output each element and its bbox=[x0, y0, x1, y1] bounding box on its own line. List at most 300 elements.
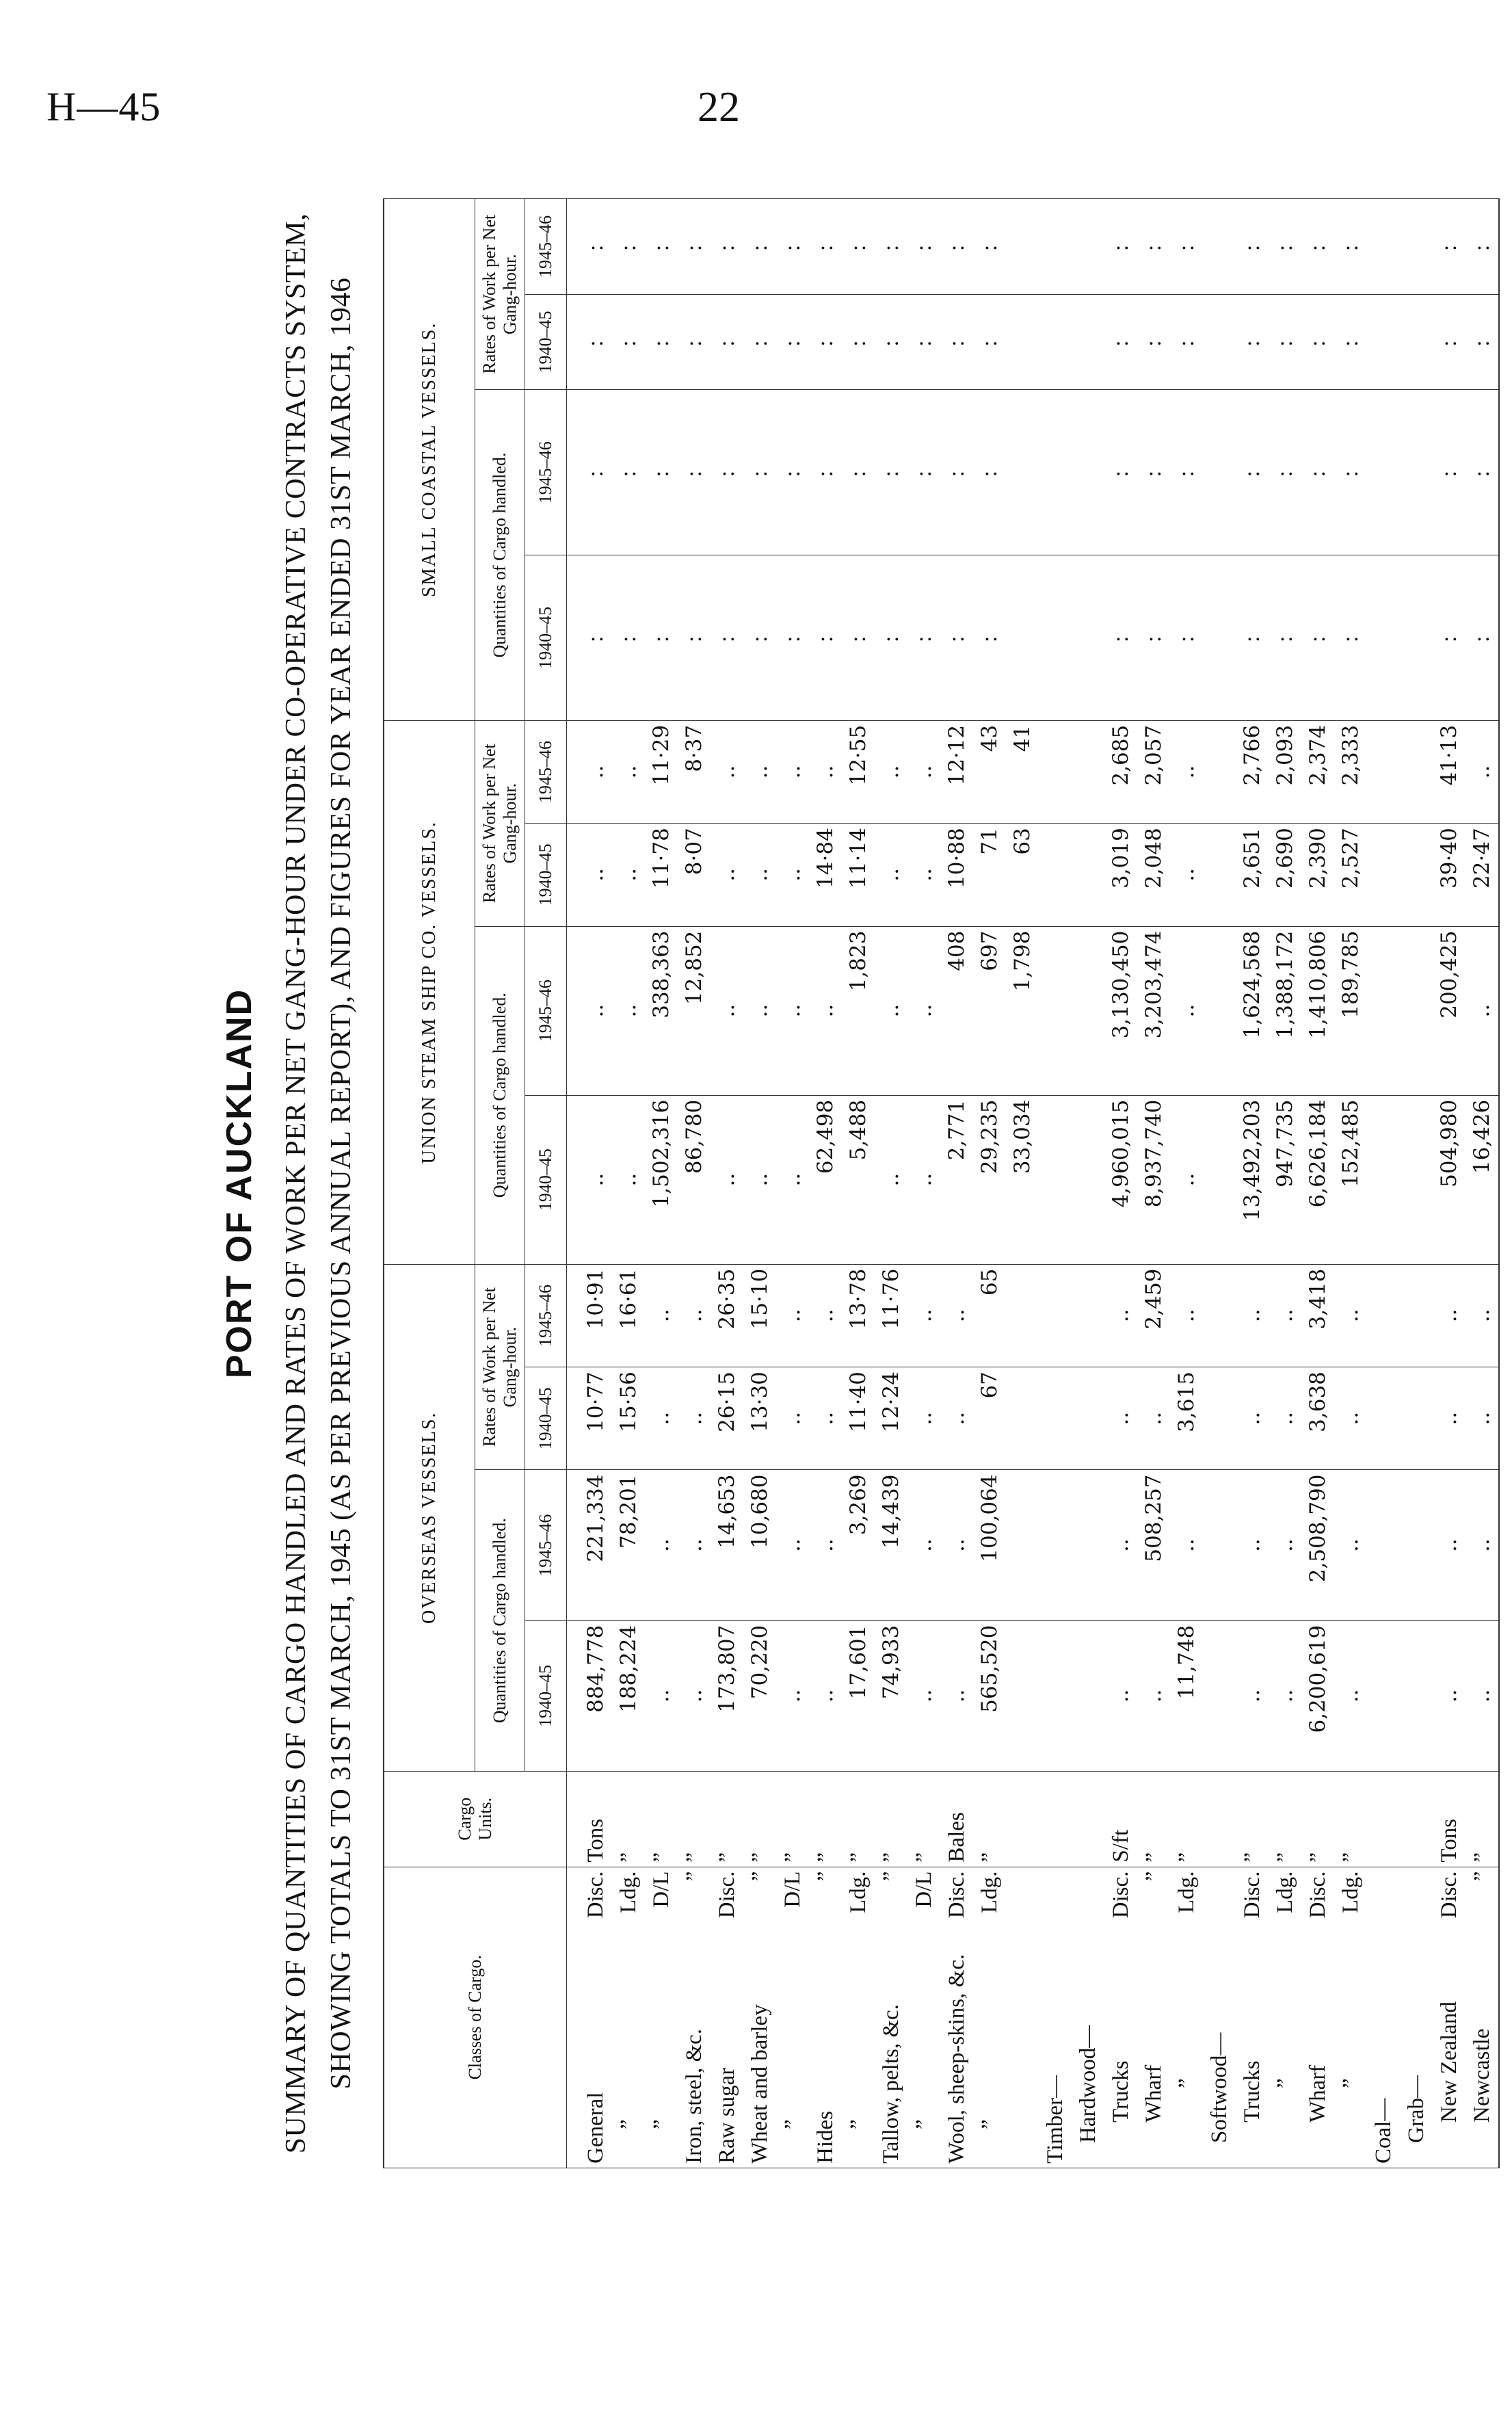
small-coastal-cell: : bbox=[1269, 294, 1301, 390]
table-row bbox=[1433, 199, 1465, 2168]
union-rate-cell: .. bbox=[907, 824, 940, 926]
small-coastal-cell bbox=[1072, 199, 1104, 295]
year-header: 1945–46 bbox=[525, 390, 567, 555]
small-coastal-cell: : bbox=[1137, 555, 1170, 721]
union-rate-cell: 71 bbox=[973, 824, 1006, 926]
cargo-unit: ” bbox=[678, 1771, 711, 1867]
small-coastal-cell: : bbox=[711, 555, 743, 721]
small-coastal-cell: : bbox=[809, 294, 842, 390]
overseas-quantity-cell: .. bbox=[907, 1470, 940, 1620]
overseas-rate-cell: .. bbox=[645, 1264, 678, 1367]
overseas-rate-cell: .. bbox=[1433, 1264, 1465, 1367]
small-coastal-cell: : bbox=[612, 390, 645, 555]
cargo-unit: Bales bbox=[940, 1771, 973, 1867]
operation: D/L bbox=[912, 1871, 936, 1908]
overseas-quantity-cell: 17,601 bbox=[842, 1620, 875, 1771]
cargo-unit bbox=[1400, 1771, 1433, 1867]
small-coastal-cell: : bbox=[1269, 199, 1301, 295]
overseas-rate-cell: .. bbox=[1433, 1367, 1465, 1470]
union-quantity-cell: 12,852 bbox=[678, 926, 711, 1095]
union-quantity-cell: 408 bbox=[940, 926, 973, 1095]
union-quantity-cell: .. bbox=[612, 926, 645, 1095]
small-coastal-cell bbox=[1400, 390, 1433, 555]
class-cell bbox=[1301, 1867, 1334, 2168]
small-coastal-cell: : bbox=[1269, 555, 1301, 721]
cargo-unit: ” bbox=[776, 1771, 809, 1867]
overseas-rate-cell: .. bbox=[907, 1264, 940, 1367]
overseas-rate-cell: 10·91 bbox=[567, 1264, 613, 1367]
summary-line-2: SHOWING TOTALS TO 31ST MARCH, 1945 (AS PER PREVIOUS ANNUAL REPORT), AND FIGURES FOR YEAR ENDED 31ST MARCH, 1946 bbox=[326, 277, 357, 2090]
overseas-rate-cell bbox=[1203, 1264, 1236, 1367]
overseas-quantity-cell: .. bbox=[940, 1470, 973, 1620]
cargo-unit bbox=[1039, 1771, 1072, 1867]
overseas-rate-cell: .. bbox=[1269, 1264, 1301, 1367]
union-rate-cell: .. bbox=[567, 824, 613, 926]
table-row bbox=[1203, 199, 1236, 2168]
union-quantity-cell bbox=[1039, 1095, 1072, 1264]
union-quantity-cell bbox=[1367, 1095, 1400, 1264]
overseas-quantity-cell: 70,220 bbox=[743, 1620, 776, 1771]
union-quantity-cell: .. bbox=[907, 1095, 940, 1264]
class-cell bbox=[940, 1867, 973, 2168]
overseas-rate-cell bbox=[1006, 1367, 1039, 1470]
class-cell bbox=[1203, 1867, 1236, 2168]
small-coastal-cell: : bbox=[1433, 294, 1465, 390]
overseas-quantity-cell bbox=[1006, 1470, 1039, 1620]
overseas-rate-cell: .. bbox=[1269, 1367, 1301, 1470]
class-cell bbox=[1137, 1867, 1170, 2168]
cargo-class: Newcastle bbox=[1470, 2028, 1494, 2123]
class-cell bbox=[1072, 1867, 1104, 2168]
table-row bbox=[567, 199, 613, 2168]
overseas-rate-cell: 16·61 bbox=[612, 1264, 645, 1367]
operation: ” bbox=[747, 1871, 772, 1882]
class-cell bbox=[1269, 1867, 1301, 2168]
small-coastal-cell: : bbox=[567, 555, 613, 721]
union-quantity-cell bbox=[1400, 1095, 1433, 1264]
cargo-class: Grab— bbox=[1404, 2075, 1429, 2143]
overseas-rate-cell: 11·40 bbox=[842, 1367, 875, 1470]
class-cell bbox=[842, 1867, 875, 2168]
union-rate-cell: 2,048 bbox=[1137, 824, 1170, 926]
overseas-quantity-cell: .. bbox=[1137, 1620, 1170, 1771]
cargo-class: ” bbox=[780, 2119, 805, 2129]
small-coastal-cell: : bbox=[973, 294, 1006, 390]
union-rate-cell: 2,333 bbox=[1334, 720, 1367, 823]
table-row bbox=[1269, 199, 1301, 2168]
union-quantity-cell: 8,937,740 bbox=[1137, 1095, 1170, 1264]
class-cell bbox=[678, 1867, 711, 2168]
table-row bbox=[973, 199, 1006, 2168]
small-coastal-cell: : bbox=[1137, 294, 1170, 390]
small-coastal-cell: : bbox=[776, 390, 809, 555]
small-coastal-cell: : bbox=[1137, 390, 1170, 555]
union-quantity-cell: 6,626,184 bbox=[1301, 1095, 1334, 1264]
operation: ” bbox=[682, 1871, 706, 1882]
overseas-quantity-cell: 14,439 bbox=[875, 1470, 907, 1620]
overseas-rate-cell: 26·15 bbox=[711, 1367, 743, 1470]
small-coastal-cell: : bbox=[612, 199, 645, 295]
year-header: 1940–45 bbox=[525, 1620, 567, 1771]
small-coastal-cell: : bbox=[940, 294, 973, 390]
cargo-unit: Tons bbox=[567, 1771, 613, 1867]
union-rate-cell: 43 bbox=[973, 720, 1006, 823]
union-quantity-cell: .. bbox=[743, 926, 776, 1095]
overseas-quantity-cell: 6,200,619 bbox=[1301, 1620, 1334, 1771]
rotated-sheet bbox=[178, 178, 1498, 2189]
overseas-rate-cell bbox=[1039, 1367, 1072, 1470]
cargo-unit: ” bbox=[973, 1771, 1006, 1867]
table-row bbox=[875, 199, 907, 2168]
overseas-quantity-cell bbox=[1367, 1620, 1400, 1771]
small-coastal-cell: : bbox=[1104, 294, 1137, 390]
table-row bbox=[1104, 199, 1137, 2168]
overseas-quantity-cell bbox=[1400, 1620, 1433, 1771]
table-row bbox=[1170, 199, 1203, 2168]
overseas-quantity-cell: .. bbox=[1236, 1620, 1269, 1771]
overseas-quantity-cell: 74,933 bbox=[875, 1620, 907, 1771]
union-rate-cell: 12·12 bbox=[940, 720, 973, 823]
union-quantity-cell: .. bbox=[711, 926, 743, 1095]
small-coastal-cell: : bbox=[809, 555, 842, 721]
overseas-quantity-cell: 884,778 bbox=[567, 1620, 613, 1771]
small-coastal-cell bbox=[1072, 294, 1104, 390]
overseas-quantity-cell: 3,269 bbox=[842, 1470, 875, 1620]
small-coastal-cell: : bbox=[1104, 555, 1137, 721]
union-quantity-cell: 3,130,450 bbox=[1104, 926, 1137, 1095]
small-coastal-cell: : bbox=[711, 294, 743, 390]
table-row bbox=[842, 199, 875, 2168]
union-quantity-cell: 4,960,015 bbox=[1104, 1095, 1137, 1264]
cargo-class: Wharf bbox=[1141, 2064, 1166, 2123]
union-rate-cell: .. bbox=[776, 824, 809, 926]
quantities-header: Quantities of Cargo handled. bbox=[475, 390, 525, 720]
table-body bbox=[567, 199, 1500, 2168]
cargo-class: ” bbox=[846, 2119, 871, 2129]
cargo-unit: ” bbox=[1137, 1771, 1170, 1867]
overseas-rate-cell: .. bbox=[776, 1367, 809, 1470]
overseas-rate-cell: 67 bbox=[973, 1367, 1006, 1470]
union-quantity-cell: 62,498 bbox=[809, 1095, 842, 1264]
small-coastal-cell: : bbox=[567, 199, 613, 295]
union-rate-cell: 2,527 bbox=[1334, 824, 1367, 926]
small-coastal-cell bbox=[1006, 294, 1039, 390]
classes-of-cargo-header: Classes of Cargo. bbox=[384, 1867, 567, 2168]
year-header: 1940–45 bbox=[525, 1095, 567, 1264]
cargo-class: ” bbox=[1273, 2078, 1297, 2088]
class-cell bbox=[612, 1867, 645, 2168]
small-coastal-cell bbox=[1367, 555, 1400, 721]
summary-line-1: SUMMARY OF QUANTITIES OF CARGO HANDLED AND RATES OF WORK PER NET GANG-HOUR UNDER CO-OPERATIVE CONTRACTS SYSTEM, bbox=[280, 213, 312, 2154]
overseas-rate-cell: 15·10 bbox=[743, 1264, 776, 1367]
union-quantity-cell: 1,624,568 bbox=[1236, 926, 1269, 1095]
overseas-rate-cell bbox=[1203, 1367, 1236, 1470]
union-quantity-cell bbox=[1367, 926, 1400, 1095]
overseas-rate-cell: .. bbox=[678, 1367, 711, 1470]
union-rate-cell: .. bbox=[612, 720, 645, 823]
overseas-quantity-cell: .. bbox=[1104, 1620, 1137, 1771]
table-row bbox=[1400, 199, 1433, 2168]
overseas-quantity-cell: 100,064 bbox=[973, 1470, 1006, 1620]
small-coastal-cell: : bbox=[612, 555, 645, 721]
overseas-rate-cell: 15·56 bbox=[612, 1367, 645, 1470]
overseas-rate-cell: 13·30 bbox=[743, 1367, 776, 1470]
overseas-rate-cell: .. bbox=[1170, 1264, 1203, 1367]
overseas-quantity-cell: 10,680 bbox=[743, 1470, 776, 1620]
page-number: 22 bbox=[698, 84, 740, 131]
union-rate-cell bbox=[1203, 824, 1236, 926]
union-quantity-cell: 189,785 bbox=[1334, 926, 1367, 1095]
operation: Ldg. bbox=[977, 1871, 1002, 1913]
small-coastal-cell: : bbox=[842, 199, 875, 295]
operation: ” bbox=[1141, 1871, 1166, 1882]
union-rate-cell: 14·84 bbox=[809, 824, 842, 926]
small-coastal-cell: : bbox=[1170, 294, 1203, 390]
year-header: 1940–45 bbox=[525, 294, 567, 390]
overseas-rate-cell: 2,459 bbox=[1137, 1264, 1170, 1367]
overseas-rate-cell: .. bbox=[809, 1264, 842, 1367]
union-quantity-cell bbox=[1039, 926, 1072, 1095]
small-coastal-cell: : bbox=[1269, 390, 1301, 555]
small-coastal-cell: : bbox=[875, 555, 907, 721]
year-header: 1945–46 bbox=[525, 1470, 567, 1620]
cargo-class: ” bbox=[1174, 2078, 1199, 2088]
cargo-class: Timber— bbox=[1043, 2075, 1067, 2164]
union-quantity-cell: 13,492,203 bbox=[1236, 1095, 1269, 1264]
small-coastal-cell: : bbox=[1334, 390, 1367, 555]
union-rate-cell bbox=[1072, 824, 1104, 926]
union-rate-cell: 41·13 bbox=[1433, 720, 1465, 823]
overseas-rate-cell bbox=[1072, 1264, 1104, 1367]
overseas-rate-cell: .. bbox=[1104, 1264, 1137, 1367]
small-coastal-cell bbox=[1203, 294, 1236, 390]
overseas-rate-cell: .. bbox=[645, 1367, 678, 1470]
union-quantity-cell: .. bbox=[809, 926, 842, 1095]
union-rate-cell: .. bbox=[612, 824, 645, 926]
union-rate-cell: .. bbox=[875, 824, 907, 926]
small-coastal-cell bbox=[1072, 555, 1104, 721]
year-header: 1945–46 bbox=[525, 199, 567, 295]
small-coastal-cell: : bbox=[973, 199, 1006, 295]
union-rate-cell: .. bbox=[1465, 720, 1499, 823]
cargo-unit bbox=[1006, 1771, 1039, 1867]
table-row bbox=[776, 199, 809, 2168]
overseas-vessels-header: OVERSEAS VESSELS. bbox=[384, 1264, 475, 1771]
year-header: 1940–45 bbox=[525, 555, 567, 721]
union-rate-cell bbox=[1039, 720, 1072, 823]
small-coastal-cell: : bbox=[1170, 199, 1203, 295]
cargo-unit: S/ft bbox=[1104, 1771, 1137, 1867]
small-coastal-cell: : bbox=[940, 390, 973, 555]
small-coastal-cell bbox=[1367, 390, 1400, 555]
cargo-class: Wool, sheep-skins, &c. bbox=[944, 1954, 969, 2164]
cargo-units-header: Cargo Units. bbox=[384, 1771, 567, 1867]
overseas-quantity-cell: 14,653 bbox=[711, 1470, 743, 1620]
union-quantity-cell: 29,235 bbox=[973, 1095, 1006, 1264]
overseas-quantity-cell bbox=[1367, 1470, 1400, 1620]
union-rate-cell: 3,019 bbox=[1104, 824, 1137, 926]
union-quantity-cell: 338,363 bbox=[645, 926, 678, 1095]
overseas-quantity-cell: .. bbox=[1269, 1620, 1301, 1771]
union-rate-cell bbox=[1367, 824, 1400, 926]
overseas-quantity-cell: .. bbox=[1334, 1620, 1367, 1771]
small-coastal-cell bbox=[1072, 390, 1104, 555]
small-coastal-cell: : bbox=[809, 199, 842, 295]
cargo-unit: ” bbox=[1334, 1771, 1367, 1867]
table-row bbox=[1072, 199, 1104, 2168]
overseas-quantity-cell: .. bbox=[776, 1620, 809, 1771]
table-row bbox=[1334, 199, 1367, 2168]
overseas-quantity-cell: .. bbox=[1433, 1470, 1465, 1620]
overseas-rate-cell: 3,615 bbox=[1170, 1367, 1203, 1470]
small-coastal-cell: : bbox=[1465, 294, 1499, 390]
overseas-quantity-cell: 78,201 bbox=[612, 1470, 645, 1620]
cargo-class: ” bbox=[912, 2119, 936, 2129]
cargo-class: Wharf bbox=[1305, 2064, 1330, 2123]
class-cell bbox=[776, 1867, 809, 2168]
union-quantity-cell: .. bbox=[875, 1095, 907, 1264]
small-coastal-cell: : bbox=[678, 294, 711, 390]
overseas-rate-cell: .. bbox=[1236, 1367, 1269, 1470]
small-coastal-cell: : bbox=[645, 294, 678, 390]
class-cell bbox=[1170, 1867, 1203, 2168]
year-header: 1945–46 bbox=[525, 926, 567, 1095]
overseas-rate-cell: .. bbox=[809, 1367, 842, 1470]
small-coastal-cell: : bbox=[1170, 390, 1203, 555]
overseas-rate-cell bbox=[1400, 1264, 1433, 1367]
cargo-class: ” bbox=[977, 2119, 1002, 2129]
small-coastal-cell: : bbox=[678, 555, 711, 721]
small-coastal-cell: : bbox=[973, 390, 1006, 555]
union-quantity-cell: 1,410,806 bbox=[1301, 926, 1334, 1095]
small-coastal-cell: : bbox=[875, 199, 907, 295]
small-coastal-cell: : bbox=[940, 555, 973, 721]
cargo-unit: ” bbox=[612, 1771, 645, 1867]
overseas-rate-cell: .. bbox=[940, 1264, 973, 1367]
small-coastal-cell: : bbox=[875, 294, 907, 390]
small-coastal-cell: : bbox=[1301, 555, 1334, 721]
cargo-unit: ” bbox=[1236, 1771, 1269, 1867]
union-quantity-cell: .. bbox=[907, 926, 940, 1095]
overseas-quantity-cell: 508,257 bbox=[1137, 1470, 1170, 1620]
overseas-quantity-cell: 11,748 bbox=[1170, 1620, 1203, 1771]
small-coastal-cell: : bbox=[1465, 390, 1499, 555]
union-rate-cell: 11·78 bbox=[645, 824, 678, 926]
overseas-quantity-cell: .. bbox=[645, 1470, 678, 1620]
overseas-rate-cell: 10·77 bbox=[567, 1367, 613, 1470]
overseas-quantity-cell bbox=[1006, 1620, 1039, 1771]
overseas-rate-cell: .. bbox=[1334, 1367, 1367, 1470]
operation: Ldg. bbox=[1174, 1871, 1199, 1913]
overseas-rate-cell: .. bbox=[907, 1367, 940, 1470]
small-coastal-cell: : bbox=[1236, 199, 1269, 295]
cargo-unit: ” bbox=[645, 1771, 678, 1867]
class-cell bbox=[743, 1867, 776, 2168]
small-coastal-cell: : bbox=[567, 390, 613, 555]
class-cell bbox=[645, 1867, 678, 2168]
small-coastal-cell: : bbox=[711, 199, 743, 295]
small-coastal-cell bbox=[1203, 199, 1236, 295]
small-coastal-cell: : bbox=[645, 555, 678, 721]
union-rate-cell: 2,651 bbox=[1236, 824, 1269, 926]
overseas-quantity-cell: 173,807 bbox=[711, 1620, 743, 1771]
class-cell bbox=[907, 1867, 940, 2168]
union-quantity-cell: .. bbox=[776, 1095, 809, 1264]
overseas-rate-cell: .. bbox=[1334, 1264, 1367, 1367]
overseas-quantity-cell: .. bbox=[1334, 1470, 1367, 1620]
quantities-header: Quantities of Cargo handled. bbox=[475, 1470, 525, 1771]
small-coastal-cell: : bbox=[1236, 390, 1269, 555]
cargo-table bbox=[383, 198, 1500, 2168]
small-coastal-cell: : bbox=[907, 555, 940, 721]
table-row bbox=[1465, 199, 1499, 2168]
table-row bbox=[711, 199, 743, 2168]
overseas-rate-cell bbox=[1367, 1264, 1400, 1367]
overseas-rate-cell: 3,638 bbox=[1301, 1367, 1334, 1470]
overseas-quantity-cell: .. bbox=[940, 1620, 973, 1771]
union-rate-cell: .. bbox=[711, 824, 743, 926]
small-coastal-cell: : bbox=[1334, 555, 1367, 721]
table-row bbox=[907, 199, 940, 2168]
cargo-unit: ” bbox=[711, 1771, 743, 1867]
union-quantity-cell bbox=[1203, 1095, 1236, 1264]
table-row bbox=[1137, 199, 1170, 2168]
year-header: 1945–46 bbox=[525, 1264, 567, 1367]
small-coastal-cell: : bbox=[1104, 199, 1137, 295]
overseas-quantity-cell: 221,334 bbox=[567, 1470, 613, 1620]
overseas-rate-cell: 3,418 bbox=[1301, 1264, 1334, 1367]
class-cell bbox=[1367, 1867, 1400, 2168]
table-row bbox=[1006, 199, 1039, 2168]
operation: D/L bbox=[649, 1871, 674, 1908]
small-coastal-cell: : bbox=[645, 390, 678, 555]
overseas-quantity-cell: 2,508,790 bbox=[1301, 1470, 1334, 1620]
union-quantity-cell: 947,735 bbox=[1269, 1095, 1301, 1264]
rates-header: Rates of Work per Net Gang-hour. bbox=[475, 720, 525, 926]
small-coastal-cell bbox=[1006, 199, 1039, 295]
table-row bbox=[1236, 199, 1269, 2168]
overseas-quantity-cell: .. bbox=[809, 1470, 842, 1620]
union-quantity-cell bbox=[1072, 926, 1104, 1095]
overseas-quantity-cell: .. bbox=[1269, 1470, 1301, 1620]
union-quantity-cell: 5,488 bbox=[842, 1095, 875, 1264]
operation: Disc. bbox=[1305, 1871, 1330, 1919]
union-quantity-cell bbox=[1400, 926, 1433, 1095]
small-coastal-cell bbox=[1400, 199, 1433, 295]
union-rate-cell: .. bbox=[907, 720, 940, 823]
union-quantity-cell: .. bbox=[711, 1095, 743, 1264]
overseas-quantity-cell bbox=[1039, 1470, 1072, 1620]
small-coastal-cell: : bbox=[743, 390, 776, 555]
union-quantity-cell bbox=[1203, 926, 1236, 1095]
union-quantity-cell: 3,203,474 bbox=[1137, 926, 1170, 1095]
overseas-quantity-cell: .. bbox=[1236, 1470, 1269, 1620]
cargo-unit bbox=[1203, 1771, 1236, 1867]
small-coastal-cell bbox=[1006, 390, 1039, 555]
overseas-rate-cell: 12·24 bbox=[875, 1367, 907, 1470]
small-coastal-cell: : bbox=[1301, 294, 1334, 390]
small-coastal-cell: : bbox=[1334, 294, 1367, 390]
union-rate-cell: 12·55 bbox=[842, 720, 875, 823]
union-rate-cell: .. bbox=[875, 720, 907, 823]
small-coastal-cell bbox=[1006, 555, 1039, 721]
union-quantity-cell: 1,502,316 bbox=[645, 1095, 678, 1264]
small-coastal-cell bbox=[1367, 294, 1400, 390]
small-coastal-cell: : bbox=[973, 555, 1006, 721]
cargo-class: General bbox=[583, 2092, 608, 2164]
document-title: PORT OF AUCKLAND bbox=[220, 988, 259, 1379]
overseas-quantity-cell: .. bbox=[1465, 1620, 1499, 1771]
